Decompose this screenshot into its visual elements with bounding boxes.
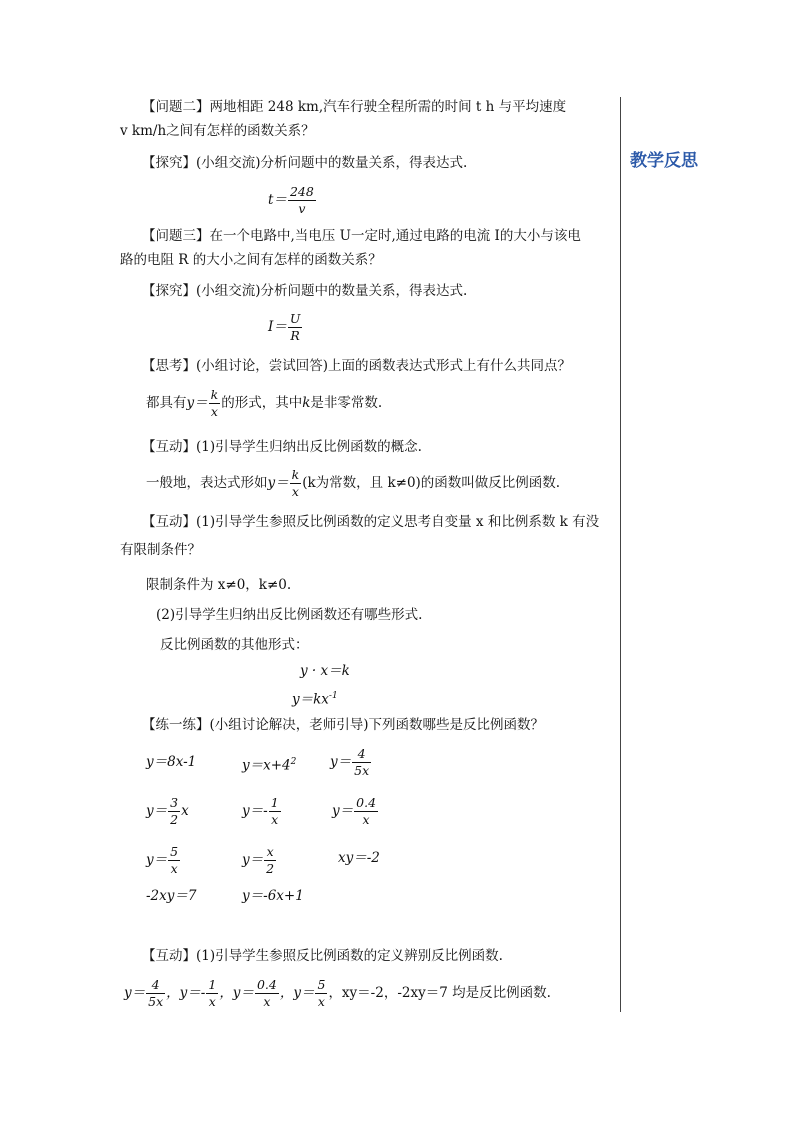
table-divider-line: [620, 97, 621, 1012]
inter2-line4: (2)引导学生归纳出反比例函数还有哪些形式.: [156, 607, 423, 623]
inter3-line1: 【互动】(1)引导学生参照反比例函数的定义辨别反比例函数.: [142, 948, 503, 964]
practice-r3b-den: 2: [266, 861, 275, 876]
q3-formula-lhs: I＝: [268, 319, 287, 335]
practice-r3a: [146, 840, 181, 880]
practice-r2a: [146, 791, 189, 831]
practice-r3c: xy＝-2: [338, 850, 380, 866]
practice-r3b-num: x: [264, 844, 276, 861]
practice-r2b-fraction: [269, 795, 281, 828]
think-line1: 【思考】(小组讨论，尝试回答)上面的函数表达式形式上有什么共同点？: [142, 358, 572, 374]
q2-line2: v km/h之间有怎样的函数关系？: [120, 123, 315, 139]
inter3-c-num: 0.4: [256, 977, 277, 992]
practice-r2b: [242, 791, 282, 831]
practice-r2a-fraction: [168, 795, 180, 828]
q3-explore: 【探究】(小组交流)分析问题中的数量关系，得表达式.: [142, 283, 468, 299]
inter1-numerator: k: [291, 467, 300, 482]
inter3-a-lhs: y＝: [124, 985, 146, 1001]
q2-fraction: [288, 184, 316, 217]
inter2-line2: 有限制条件？: [120, 542, 201, 558]
q3-numerator: U: [289, 311, 301, 326]
inter2-form1: y · x＝k: [300, 663, 350, 679]
inter3-c-den: x: [263, 994, 271, 1009]
practice-r3a-num: 5: [170, 844, 179, 859]
inter3-a-fraction: [146, 977, 165, 1010]
q3-line1: 【问题三】在一个电路中,当电压 U一定时,通过电路的电流 I的大小与该电: [142, 228, 581, 244]
q3-line2: 路的电阻 R 的大小之间有怎样的函数关系？: [120, 252, 382, 268]
inter1-post: (k为常数，且 k≠0)的函数叫做反比例函数.: [302, 475, 561, 491]
practice-r1c: [330, 742, 372, 782]
inter1-fraction: [290, 467, 302, 500]
practice-r2c-lhs: y＝: [332, 803, 354, 819]
practice-r2a-num: 3: [170, 795, 179, 810]
q2-numerator: 248: [289, 184, 314, 199]
think-numerator: k: [210, 387, 219, 402]
practice-r2c-fraction: [354, 795, 378, 828]
inter1-pre: 一般地，表达式形如: [146, 475, 268, 491]
inter1-denominator: x: [291, 484, 299, 499]
inter3-d-den: x: [317, 994, 325, 1009]
think-fraction: [209, 387, 221, 420]
practice-r2a-den: 2: [170, 812, 179, 827]
q3-fraction: [288, 311, 303, 344]
inter1-line1: 【互动】(1)引导学生归纳出反比例函数的概念.: [142, 439, 422, 455]
practice-r3a-lhs: y＝: [146, 852, 168, 868]
practice-r4b: y＝-6x+1: [242, 888, 304, 904]
practice-r1c-num: 4: [352, 746, 371, 763]
inter2-line3: 限制条件为 x≠0，k≠0.: [146, 577, 292, 593]
practice-r4a: -2xy＝7: [146, 888, 197, 904]
think-line2: [146, 383, 382, 423]
inter2-form2-exponent: -1: [328, 691, 338, 701]
q3-formula: [268, 307, 303, 347]
teaching-reflection-title: 教学反思: [630, 151, 698, 171]
practice-r2b-lhs: y＝-: [242, 803, 268, 819]
think-pre: 都具有: [146, 395, 187, 411]
practice-r1a: y＝8x-1: [146, 754, 197, 770]
think-end: 是非零常数.: [310, 395, 383, 411]
inter3-d-lhs: ，y＝: [279, 985, 315, 1001]
practice-r3b: [242, 840, 277, 880]
practice-r3a-den: x: [170, 861, 178, 876]
inter2-line5: 反比例函数的其他形式：: [160, 637, 309, 653]
practice-r2a-lhs: y＝: [146, 803, 168, 819]
think-k: k: [302, 395, 311, 411]
practice-r1b-base: y＝x+4: [242, 757, 291, 774]
practice-r1c-den: 5x: [354, 763, 370, 778]
q2-line1: 【问题二】两地相距 248 km,汽车行驶全程所需的时间 t h 与平均速度: [142, 99, 567, 115]
q2-formula: [268, 180, 317, 220]
inter2-line1: 【互动】(1)引导学生参照反比例函数的定义思考自变量 x 和比例系数 k 有没: [142, 514, 600, 530]
practice-r2b-den: x: [271, 812, 279, 827]
think-lhs: y＝: [186, 395, 208, 411]
inter3-c-fraction: [255, 977, 279, 1010]
q2-formula-lhs: t＝: [268, 192, 287, 208]
practice-r3a-fraction: [168, 844, 180, 877]
inter3-a-num: 4: [146, 977, 165, 994]
practice-r2b-num: 1: [270, 795, 279, 810]
practice-r2a-post: x: [181, 803, 189, 819]
inter3-d-fraction: [315, 977, 327, 1010]
inter3-line2: [124, 973, 551, 1013]
think-denominator: x: [210, 404, 218, 419]
inter3-b-den: x: [208, 994, 216, 1009]
practice-r1c-lhs: y＝: [330, 754, 352, 770]
inter2-form2-base: y＝kx: [292, 691, 329, 708]
practice-r2c: [332, 791, 379, 831]
practice-r1c-fraction: [352, 746, 371, 779]
inter3-b-fraction: [206, 977, 218, 1010]
practice-title: 【练一练】(小组讨论解决，老师引导)下列函数哪些是反比例函数？: [142, 717, 545, 733]
practice-r1b: [242, 752, 296, 776]
inter1-line2: [146, 463, 560, 503]
q2-explore: 【探究】(小组交流)分析问题中的数量关系，得表达式.: [142, 155, 468, 171]
practice-r3b-lhs: y＝: [242, 852, 264, 868]
practice-r1b-sup: 2: [290, 757, 297, 767]
q3-denominator: R: [290, 328, 300, 343]
practice-r2c-den: x: [362, 812, 370, 827]
inter3-c-lhs: ，y＝: [219, 985, 254, 1001]
think-post: 的形式，其中: [221, 395, 303, 411]
inter1-lhs: y＝: [267, 475, 289, 491]
inter3-d-num: 5: [317, 977, 326, 992]
q2-denominator: v: [298, 201, 306, 216]
practice-r3b-fraction: [264, 844, 276, 877]
inter3-tail: ，xy＝-2，-2xy＝7 均是反比例函数.: [328, 985, 551, 1001]
inter2-form2: [292, 686, 338, 710]
inter3-b-num: 1: [208, 977, 217, 992]
inter3-a-den: 5x: [148, 994, 164, 1009]
practice-r2c-num: 0.4: [356, 795, 377, 810]
inter3-b-lhs: ，y＝-: [166, 985, 206, 1001]
